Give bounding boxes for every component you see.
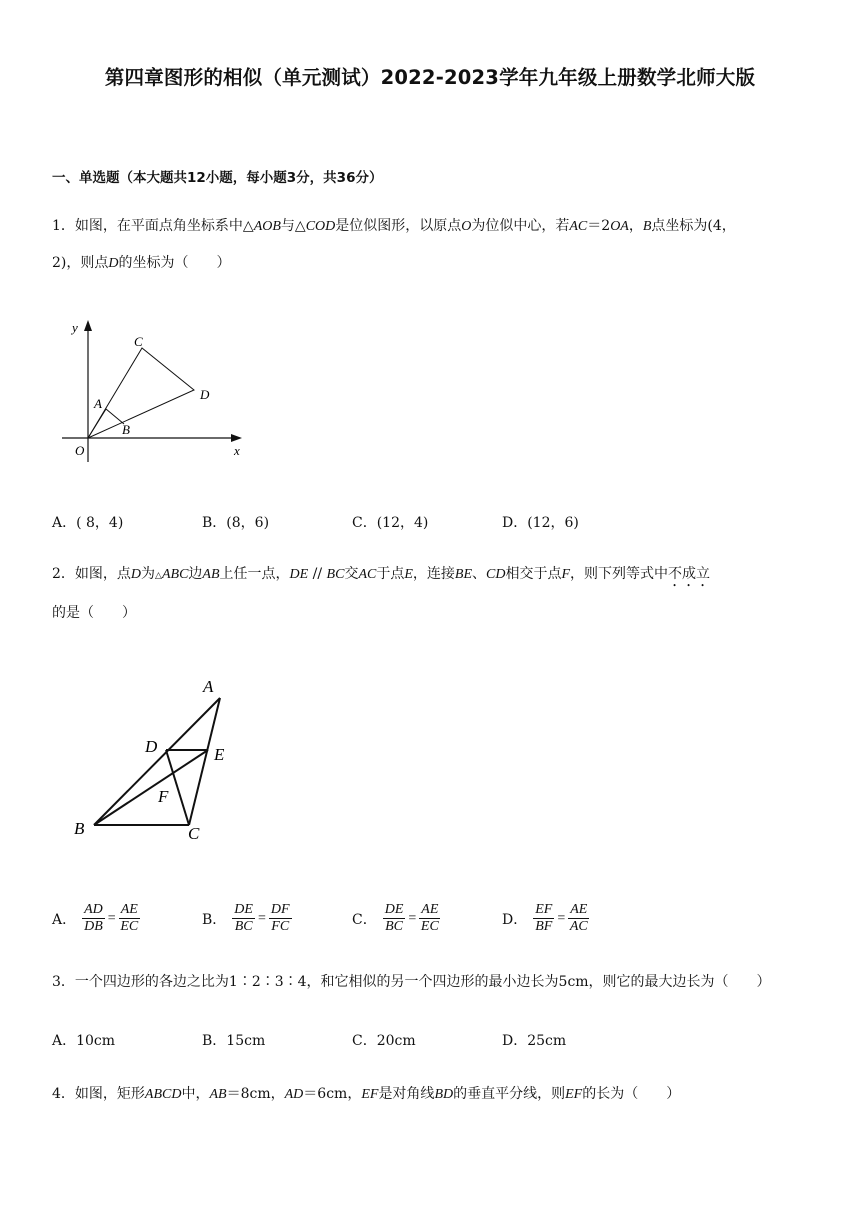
question-1-figure bbox=[58, 312, 268, 462]
fraction bbox=[119, 902, 140, 935]
option-b[interactable] bbox=[202, 902, 292, 935]
q2-var: F bbox=[561, 567, 571, 582]
numerator: AE bbox=[120, 902, 138, 917]
denominator: BF bbox=[535, 919, 553, 934]
q1-text: 1．如图，在平面点角坐标系中△ bbox=[52, 218, 254, 234]
q2-text: 为 bbox=[141, 566, 156, 582]
equals-sign: = bbox=[257, 910, 266, 926]
triangle-symbol: △ bbox=[155, 571, 162, 581]
q4-text: 的长为（ ） bbox=[582, 1086, 681, 1102]
denominator: FC bbox=[271, 919, 290, 934]
option-d[interactable]: D．(12，6) bbox=[502, 515, 579, 531]
fraction bbox=[269, 902, 292, 935]
q4-var: EF bbox=[565, 1087, 583, 1102]
q2-text: 于点 bbox=[376, 566, 405, 582]
q2-var: CD bbox=[486, 567, 506, 582]
q2-text: ，连接 bbox=[412, 566, 455, 582]
label-a: A bbox=[94, 396, 102, 411]
label-x: x bbox=[234, 443, 240, 458]
q1-var: B bbox=[642, 219, 652, 234]
option-letter: D． bbox=[502, 911, 528, 928]
denominator: EC bbox=[120, 919, 139, 934]
label-f: F bbox=[158, 787, 169, 806]
q4-text: ＝6cm， bbox=[303, 1086, 362, 1102]
question-4-text bbox=[52, 1076, 812, 1113]
fraction bbox=[82, 902, 105, 935]
fraction bbox=[533, 902, 554, 935]
q2-text: 相交于点 bbox=[505, 566, 562, 582]
q2-var: BE bbox=[454, 567, 472, 582]
q1-text: 是位似图形，以原点 bbox=[335, 218, 462, 234]
label-e: E bbox=[214, 745, 225, 764]
q1-text: 2)，则点 bbox=[52, 255, 109, 271]
q2-var: AC bbox=[358, 567, 377, 582]
q2-text: 边 bbox=[188, 566, 203, 582]
numerator: AE bbox=[421, 902, 439, 917]
q1-text: 与△ bbox=[280, 218, 306, 234]
q2-var: AB bbox=[202, 567, 220, 582]
equals-sign: = bbox=[107, 910, 116, 926]
numerator: DE bbox=[384, 902, 404, 917]
q2-var: BC bbox=[326, 567, 345, 582]
option-letter: A． bbox=[52, 911, 77, 928]
option-letter: B． bbox=[202, 911, 227, 928]
q4-text: ＝8cm， bbox=[226, 1086, 285, 1102]
q4-text: 的垂直平分线，则 bbox=[453, 1086, 566, 1102]
option-letter: C． bbox=[352, 911, 377, 928]
label-c: C bbox=[134, 334, 143, 349]
label-y: y bbox=[72, 320, 78, 335]
q1-var: D bbox=[108, 256, 119, 271]
equals-sign: = bbox=[557, 910, 566, 926]
denominator: AC bbox=[569, 919, 588, 934]
q1-var: AOB bbox=[253, 219, 281, 234]
segment-cd bbox=[166, 750, 189, 825]
label-b: B bbox=[74, 819, 85, 838]
fraction bbox=[568, 902, 589, 935]
x-axis-arrow-icon bbox=[231, 434, 242, 442]
q4-var: AB bbox=[209, 1087, 227, 1102]
q1-var: OA bbox=[610, 219, 629, 234]
option-a[interactable]: A．10cm bbox=[52, 1033, 116, 1049]
denominator: EC bbox=[420, 919, 439, 934]
q2-text: 的是（ ） bbox=[52, 605, 136, 621]
q1-text: ， bbox=[628, 218, 643, 234]
q1-var: COD bbox=[305, 219, 336, 234]
q2-emphasis: 不成立 bbox=[668, 566, 711, 582]
y-axis-arrow-icon bbox=[84, 320, 92, 331]
q1-var: AC bbox=[569, 219, 588, 234]
numerator: DE bbox=[234, 902, 253, 917]
option-b[interactable]: B．(8，6) bbox=[202, 515, 270, 531]
numerator: EF bbox=[535, 902, 553, 917]
label-d: D bbox=[200, 387, 210, 402]
q2-text: 上任一点， bbox=[219, 566, 290, 582]
triangle-aob bbox=[88, 409, 124, 438]
label-d: D bbox=[145, 737, 158, 756]
fraction bbox=[383, 902, 406, 935]
denominator: DB bbox=[84, 919, 103, 934]
option-c[interactable]: C．20cm bbox=[352, 1033, 416, 1049]
q2-var: E bbox=[404, 567, 413, 582]
q2-text: 2．如图，点 bbox=[52, 566, 131, 582]
triangle-cod bbox=[88, 348, 194, 438]
question-3-text: 3．一个四边形的各边之比为1∶2∶3∶4，和它相似的另一个四边形的最小边长为5cm，则它的最大边长为（ ） bbox=[52, 974, 771, 990]
numerator: AD bbox=[84, 902, 103, 917]
q4-text: 是对角线 bbox=[378, 1086, 435, 1102]
denominator: BC bbox=[385, 919, 403, 934]
q4-var: BD bbox=[434, 1087, 454, 1102]
option-d[interactable]: D．25cm bbox=[502, 1033, 567, 1049]
q4-text: 中， bbox=[181, 1086, 210, 1102]
option-c[interactable]: C．(12，4) bbox=[352, 515, 429, 531]
q1-var: O bbox=[461, 219, 472, 234]
section-heading: 一、单选题（本大题共12小题，每小题3分，共36分） bbox=[52, 170, 383, 186]
option-b[interactable]: B．15cm bbox=[202, 1033, 266, 1049]
question-1-text bbox=[52, 208, 812, 282]
q4-var: ABCD bbox=[144, 1087, 182, 1102]
fraction bbox=[419, 902, 440, 935]
q2-text: // bbox=[308, 566, 327, 582]
q1-text: 点坐标为(4， bbox=[651, 218, 736, 234]
q4-text: 4．如图，矩形 bbox=[52, 1086, 145, 1102]
q1-text: 的坐标为（ ） bbox=[118, 255, 231, 271]
denominator: BC bbox=[234, 919, 253, 934]
label-a: A bbox=[203, 677, 214, 696]
q2-var: ABC bbox=[161, 567, 189, 582]
numerator: AE bbox=[570, 902, 588, 917]
option-a[interactable]: A．( 8，4) bbox=[52, 515, 124, 531]
option-c[interactable] bbox=[352, 902, 440, 935]
q2-text: 交 bbox=[344, 566, 359, 582]
q4-var: EF bbox=[361, 1087, 379, 1102]
page-title: 第四章图形的相似（单元测试）2022-2023学年九年级上册数学北师大版 bbox=[104, 66, 756, 89]
segment-ab bbox=[94, 698, 220, 825]
option-d[interactable] bbox=[502, 902, 589, 935]
question-2-figure bbox=[70, 672, 240, 844]
option-a[interactable] bbox=[52, 902, 140, 935]
q2-text: 、 bbox=[472, 566, 486, 582]
q4-var: AD bbox=[284, 1087, 304, 1102]
q2-var: DE bbox=[289, 567, 309, 582]
q1-text: 为位似中心，若 bbox=[471, 218, 570, 234]
fraction bbox=[232, 902, 255, 935]
equals-sign: = bbox=[408, 910, 417, 926]
question-2-text bbox=[52, 556, 812, 632]
q1-text: ＝2 bbox=[587, 218, 611, 234]
label-o: O bbox=[75, 443, 85, 458]
q2-text: ，则下列等式中 bbox=[570, 566, 669, 582]
label-c: C bbox=[188, 824, 200, 843]
numerator: DF bbox=[270, 902, 290, 917]
q2-var: D bbox=[130, 567, 142, 582]
label-b: B bbox=[122, 422, 130, 437]
